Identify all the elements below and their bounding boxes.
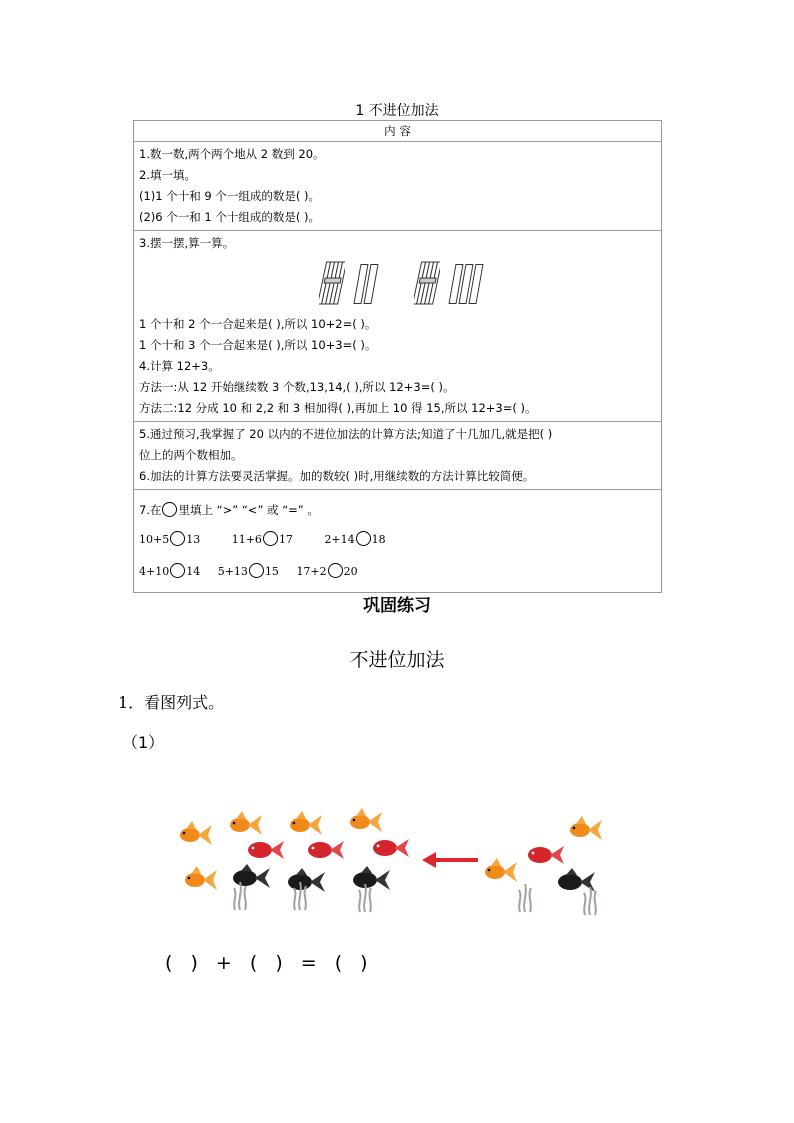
circle-icon xyxy=(162,502,177,517)
sticks-line-1: 1 个十和 2 个一合起来是( ),所以 10+2=( )。 xyxy=(139,317,377,331)
item-7: 7.在 里填上 “>” “<” 或 “=” 。 xyxy=(139,503,319,517)
stick-bundle-icon xyxy=(414,260,440,306)
item-6: 6.加法的计算方法要灵活掌握。加的数较( )时,用继续数的方法计算比较简便。 xyxy=(139,469,535,483)
fish-picture xyxy=(160,800,620,930)
lesson-content-table xyxy=(133,120,662,593)
section-compare xyxy=(134,490,662,593)
item-1: 1.数一数,两个两个地从 2 数到 20。 xyxy=(139,147,325,161)
section-counting xyxy=(134,142,662,231)
arrow-icon xyxy=(422,852,478,868)
item-5: 5.通过预习,我掌握了 20 以内的不进位加法的计算方法;知道了十几加几,就是把( ) xyxy=(139,427,553,441)
item-2: 2.填一填。 xyxy=(139,168,196,182)
counting-sticks-image xyxy=(139,254,656,314)
question-1: 1．看图列式。 xyxy=(118,693,225,712)
item-4: 4.计算 12+3。 xyxy=(139,359,220,373)
circle-blank[interactable] xyxy=(356,531,371,546)
fish-group-left xyxy=(180,808,409,912)
compare-item: 2+14 18 xyxy=(324,533,386,546)
practice-subtitle: 不进位加法 xyxy=(349,649,445,671)
circle-blank[interactable] xyxy=(263,531,278,546)
compare-row-1 xyxy=(139,524,656,556)
compare-item: 11+6 17 xyxy=(231,533,293,546)
fish-group-right xyxy=(485,816,602,915)
table-header: 内 容 xyxy=(134,121,662,142)
practice-title: 巩固练习 xyxy=(363,596,431,616)
compare-item: 10+5 13 xyxy=(139,533,201,546)
circle-blank[interactable] xyxy=(170,531,185,546)
item-3: 3.摆一摆,算一算。 xyxy=(139,236,235,250)
compare-row-2 xyxy=(139,556,656,588)
lesson-title: 1 不进位加法 xyxy=(355,103,439,119)
method-2: 方法二:12 分成 10 和 2,2 和 3 相加得( ),再加上 10 得 15,所以 12+3=( )。 xyxy=(139,401,537,415)
compare-item: 17+2 20 xyxy=(296,565,358,578)
subquestion-1: （1） xyxy=(122,733,165,752)
compare-item: 5+13 15 xyxy=(217,565,279,578)
answer-equation[interactable]: ( ) + ( ) = ( ) xyxy=(165,952,374,974)
circle-blank[interactable] xyxy=(249,563,264,578)
method-1: 方法一:从 12 开始继续数 3 个数,13,14,( ),所以 12+3=( )。 xyxy=(139,380,455,394)
circle-blank[interactable] xyxy=(170,563,185,578)
section-sticks xyxy=(134,231,662,422)
item-2-2: (2)6 个一和 1 个十组成的数是( )。 xyxy=(139,210,321,224)
item-5-cont: 位上的两个数相加。 xyxy=(139,448,243,462)
circle-blank[interactable] xyxy=(328,563,343,578)
section-summary xyxy=(134,422,662,490)
stick-bundle-icon xyxy=(319,260,345,306)
compare-item: 4+10 14 xyxy=(139,565,201,578)
sticks-line-2: 1 个十和 3 个一合起来是( ),所以 10+3=( )。 xyxy=(139,338,377,352)
item-2-1: (1)1 个十和 9 个一组成的数是( )。 xyxy=(139,189,321,203)
